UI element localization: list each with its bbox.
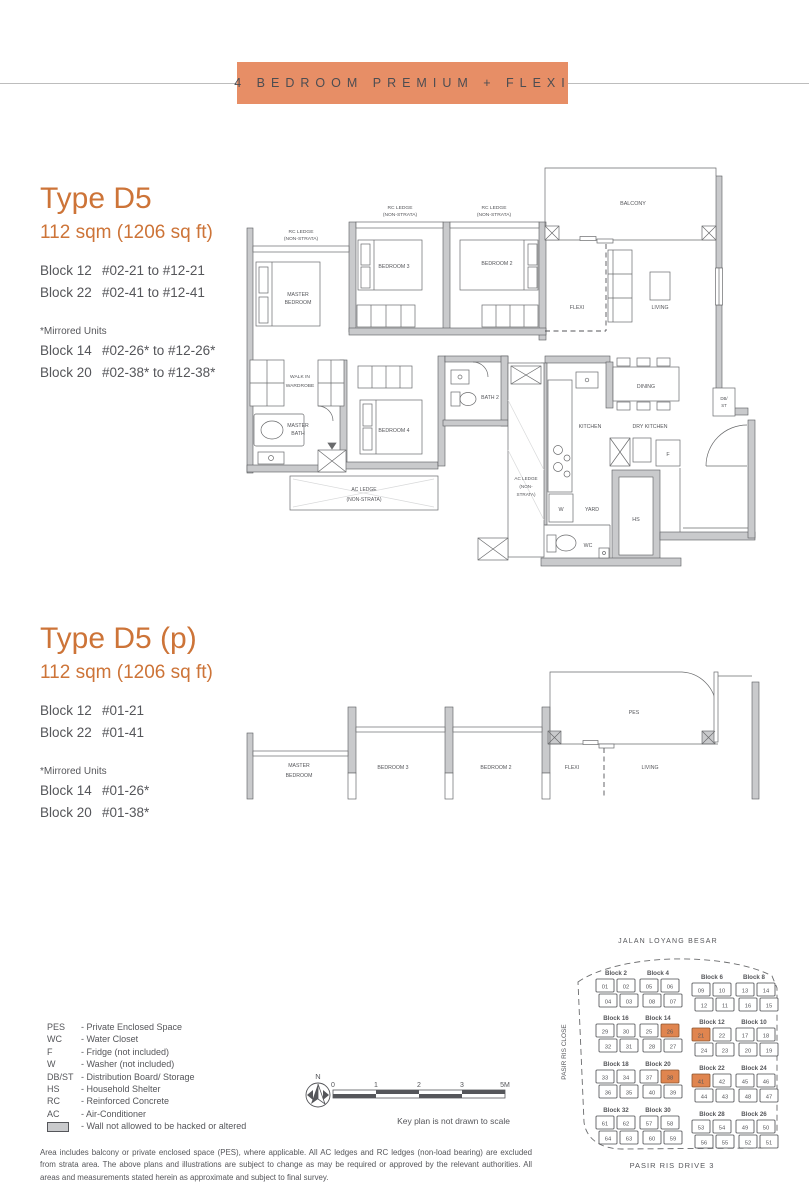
block-row: Block 22 #02-41 to #12-41 [40, 285, 205, 300]
scale-tick-label: 1 [374, 1082, 378, 1089]
keyplan-block-label: Block 24 [741, 1065, 767, 1072]
flexi-label: FLEXI [569, 305, 585, 311]
keyplan-block-label: Block 22 [699, 1065, 725, 1072]
keyplan-unit-number: 36 [604, 1090, 612, 1097]
keyplan-block-label: Block 26 [741, 1111, 767, 1118]
keyplan-unit-number: 50 [762, 1125, 770, 1132]
legend-row: PES - Private Enclosed Space [47, 1022, 183, 1032]
bedroom3-label: BEDROOM 3 [378, 264, 410, 270]
keyplan-block-label: Block 14 [645, 1015, 671, 1022]
keyplan-unit-number: 12 [700, 1003, 708, 1010]
keyplan-unit-number: 19 [765, 1048, 773, 1055]
keyplan-unit-number: 14 [762, 988, 770, 995]
keyplan-unit-number: 51 [765, 1140, 773, 1147]
keyplan-block-label: Block 30 [645, 1107, 671, 1114]
keyplan-cluster [596, 1015, 682, 1052]
keyplan-unit-number: 10 [718, 988, 726, 995]
kitchen-label: KITCHEN [578, 424, 602, 430]
compass-icon [306, 1072, 330, 1107]
road-label-bottom: PASIR RIS DRIVE 3 [629, 1161, 715, 1170]
banner [234, 62, 571, 104]
keyplan-unit-number: 11 [721, 1003, 729, 1010]
master-bedroom-label: MASTER [288, 763, 310, 769]
keyplan-unit-number: 41 [697, 1079, 705, 1086]
keyplan-unit-number: 01 [601, 984, 609, 991]
keyplan-unit-number: 18 [762, 1033, 770, 1040]
legend-row: W - Washer (not included) [47, 1059, 175, 1070]
keyplan-unit-number: 32 [604, 1044, 612, 1051]
master-bath-label: BATH [291, 431, 305, 437]
scale-and-compass [300, 1066, 515, 1116]
keyplan-cluster [596, 1061, 682, 1098]
keyplan-unit-number: 21 [697, 1033, 705, 1040]
keyplan-unit-number: 02 [622, 984, 630, 991]
legend-row: WC - Water Closet [47, 1034, 139, 1045]
keyplan-unit-number: 13 [741, 988, 749, 995]
mirrored-note: *Mirrored Units [40, 766, 107, 777]
block-row: Block 14 #02-26* to #12-26* [40, 343, 216, 358]
keyplan-block-label: Block 2 [604, 970, 628, 977]
keyplan-unit-number: 48 [744, 1094, 752, 1101]
bath2-label: BATH 2 [481, 395, 499, 401]
living-label: LIVING [641, 765, 659, 771]
dining-label: DINING [636, 384, 656, 390]
block-row: Block 20 #02-38* to #12-38* [40, 365, 216, 380]
mirrored-note: *Mirrored Units [40, 326, 107, 337]
yard-label: YARD [584, 507, 600, 513]
keyplan-unit-number: 34 [622, 1075, 630, 1082]
keyplan-unit-number: 37 [645, 1075, 653, 1082]
keyplan-unit-number: 27 [669, 1044, 677, 1051]
keyplan-unit-number: 04 [604, 999, 612, 1006]
dbst-label: DB/ [720, 396, 728, 401]
ac-ledge-label: (NON-STRATA) [346, 497, 382, 503]
north-label: N [315, 1072, 321, 1081]
living-label: LIVING [651, 305, 669, 311]
ac-ledge-label: AC LEDGE [351, 487, 377, 493]
legend-row: DB/ST - Distribution Board/ Storage [47, 1071, 195, 1082]
unit-mirrored-blocks [40, 340, 250, 384]
keyplan-unit-number: 54 [718, 1125, 726, 1132]
rc-ledge-label: RC LEDGE [387, 206, 413, 211]
unit-d5p-info [40, 622, 250, 824]
keyplan-unit-number: 03 [625, 999, 633, 1006]
keyplan-unit-number: 05 [645, 984, 653, 991]
flexi-dashed-boundary [545, 244, 606, 331]
unit-area: 112 sqm (1206 sq ft) [40, 662, 213, 683]
keyplan-unit-number: 29 [601, 1029, 609, 1036]
legend [47, 1021, 246, 1136]
flexi-label: FLEXI [564, 765, 580, 771]
keyplan-unit-number: 43 [721, 1094, 729, 1101]
keyplan-block-label: Block 18 [603, 1061, 629, 1068]
dry-kitchen-label: DRY KITCHEN [632, 424, 668, 430]
keyplan-unit-number: 35 [625, 1090, 633, 1097]
keyplan-unit-number: 39 [669, 1090, 677, 1097]
keyplan [555, 928, 809, 1178]
bedroom3-label: BEDROOM 3 [377, 765, 409, 771]
keyplan-unit-number: 64 [604, 1136, 612, 1143]
keyplan-unit-number: 57 [645, 1121, 653, 1128]
keyplan-unit-number: 53 [697, 1125, 705, 1132]
block-row: Block 22 #01-41 [40, 725, 145, 740]
walkin-label: WARDROBE [285, 384, 315, 389]
bedroom2-label: BEDROOM 2 [481, 261, 513, 267]
unit-blocks [40, 700, 250, 744]
keyplan-unit-number: 58 [666, 1121, 674, 1128]
bedroom4-label: BEDROOM 4 [378, 428, 410, 434]
keyplan-unit-number: 59 [669, 1136, 677, 1143]
keyplan-unit-number: 06 [666, 984, 674, 991]
rc-ledge-label: RC LEDGE [481, 206, 507, 211]
floorplan-d5 [240, 160, 770, 570]
keyplan-block-label: Block 4 [646, 970, 670, 977]
keyplan-cluster [596, 970, 682, 1007]
scale-tick-label: 0 [331, 1082, 335, 1089]
keyplan-unit-number: 20 [744, 1048, 752, 1055]
keyplan-unit-number: 33 [601, 1075, 609, 1082]
keyplan-unit-number: 49 [741, 1125, 749, 1132]
keyplan-unit-number: 62 [622, 1121, 630, 1128]
keyplan-unit-number: 17 [741, 1033, 749, 1040]
block-row: Block 14 #01-26* [40, 783, 150, 798]
walls [247, 682, 759, 799]
keyplan-cluster [692, 1065, 778, 1102]
keyplan-cluster [692, 1019, 778, 1056]
legend-row-wall: - Wall not allowed to be hacked or altered [47, 1120, 246, 1135]
road-label-top: JALAN LOYANG BESAR [618, 938, 718, 945]
wall-swatch [47, 1122, 69, 1132]
floorplan-d5p [240, 640, 809, 800]
fixtures [250, 168, 748, 560]
ac-ledge-v-label: AC LEDGE [514, 476, 538, 481]
unit-blocks [40, 260, 250, 304]
dbst-label: ST [721, 403, 727, 408]
keyplan-unit-number: 30 [622, 1029, 630, 1036]
unit-title: Type D5 [40, 182, 152, 215]
keyplan-unit-number: 42 [718, 1079, 726, 1086]
ac-ledge-v-label: STRATA) [516, 492, 536, 497]
keyplan-unit-number: 31 [625, 1044, 633, 1051]
scale-bar [331, 1082, 510, 1098]
keyplan-unit-number: 09 [697, 988, 705, 995]
legend-row: F - Fridge (not included) [47, 1046, 170, 1057]
keyplan-cluster [596, 1107, 682, 1144]
road-label-left: PASIR RIS CLOSE [561, 1024, 568, 1080]
keyplan-unit-number: 38 [666, 1075, 674, 1082]
legend-row: RC - Reinforced Concrete [47, 1096, 170, 1107]
master-bedroom-label: BEDROOM [285, 773, 313, 779]
block-row: Block 12 #01-21 [40, 703, 145, 718]
keyplan-unit-number: 28 [648, 1044, 656, 1051]
bedroom2-label: BEDROOM 2 [480, 765, 512, 771]
keyplan-block-label: Block 32 [603, 1107, 629, 1114]
keyplan-unit-number: 25 [645, 1029, 653, 1036]
keyplan-block-label: Block 10 [741, 1019, 767, 1026]
keyplan-unit-number: 46 [762, 1079, 770, 1086]
walkin-label: WALK IN [290, 375, 310, 380]
unit-title: Type D5 (p) [40, 622, 197, 655]
scale-tick-label: 2 [417, 1082, 421, 1089]
banner-title: 4 BEDROOM PREMIUM + FLEXI [234, 76, 571, 90]
keyplan-block-label: Block 6 [700, 974, 724, 981]
washer-label: W [558, 507, 564, 513]
block-row: Block 20 #01-38* [40, 805, 150, 820]
keyplan-unit-number: 55 [721, 1140, 729, 1147]
balcony-label: BALCONY [620, 201, 646, 207]
keyplan-unit-number: 60 [648, 1136, 656, 1143]
unit-mirrored-blocks [40, 780, 250, 824]
keyplan-unit-number: 22 [718, 1033, 726, 1040]
keyplan-unit-number: 47 [765, 1094, 773, 1101]
keyplan-clusters [596, 970, 778, 1148]
scale-tick-label: 3 [460, 1082, 464, 1089]
scale-ticks [331, 1082, 510, 1089]
rc-ledge-label: RC LEDGE [288, 230, 314, 235]
keyplan-unit-number: 15 [765, 1003, 773, 1010]
keyplan-unit-number: 45 [741, 1079, 749, 1086]
rc-ledge-label: (NON-STRATA) [382, 213, 418, 218]
keyplan-unit-number: 26 [666, 1029, 674, 1036]
rc-ledge-label: (NON-STRATA) [283, 237, 319, 242]
master-bedroom-label: BEDROOM [284, 300, 312, 306]
legend-row: HS - Household Shelter [47, 1084, 161, 1095]
unit-d5-info [40, 182, 250, 384]
keyplan-unit-number: 16 [744, 1003, 752, 1010]
block-row: Block 12 #02-21 to #12-21 [40, 263, 205, 278]
keyplan-unit-number: 56 [700, 1140, 708, 1147]
unit-area: 112 sqm (1206 sq ft) [40, 222, 213, 243]
ac-ledge-v-label: (NON- [519, 484, 533, 489]
master-bath-label: MASTER [287, 423, 309, 429]
keyplan-unit-number: 61 [601, 1121, 609, 1128]
keyplan-block-label: Block 8 [742, 974, 766, 981]
keyplan-unit-number: 40 [648, 1090, 656, 1097]
keyplan-unit-number: 07 [669, 999, 677, 1006]
keyplan-unit-number: 23 [721, 1048, 729, 1055]
keyplan-unit-number: 08 [648, 999, 656, 1006]
disclaimer-text: Area includes balcony or private enclosed space (PES), where applicable. All AC ledges and RC ledges (non-load bearing) are excluded from strata area. The above plans and illustrations are subject to change as may be required or approved by the relevant authorities. All areas and measurements stated herein as approximate and subject to final survey. [40, 1147, 532, 1182]
pes-label: PES [628, 710, 640, 716]
keyplan-block-label: Block 12 [699, 1019, 725, 1026]
legend-row: AC - Air-Conditioner [47, 1108, 147, 1119]
keyplan-block-label: Block 28 [699, 1111, 725, 1118]
keyplan-block-label: Block 20 [645, 1061, 671, 1068]
keyplan-cluster [692, 974, 778, 1011]
keyplan-unit-number: 24 [700, 1048, 708, 1055]
fixtures [253, 672, 752, 799]
scale-tick-label: 5M [500, 1082, 510, 1089]
keyplan-cluster [692, 1111, 778, 1148]
wc-label: WC [583, 543, 593, 549]
keyplan-block-label: Block 16 [603, 1015, 629, 1022]
hs-inner [619, 477, 653, 555]
master-bedroom-label: MASTER [287, 292, 309, 298]
keyplan-unit-number: 44 [700, 1094, 708, 1101]
keyplan-unit-number: 63 [625, 1136, 633, 1143]
fridge-label: F [666, 452, 670, 458]
rc-ledge-label: (NON-STRATA) [476, 213, 512, 218]
keyplan-note: Key plan is not drawn to scale [397, 1116, 510, 1126]
hs-label: HS [632, 517, 640, 523]
keyplan-unit-number: 52 [744, 1140, 752, 1147]
